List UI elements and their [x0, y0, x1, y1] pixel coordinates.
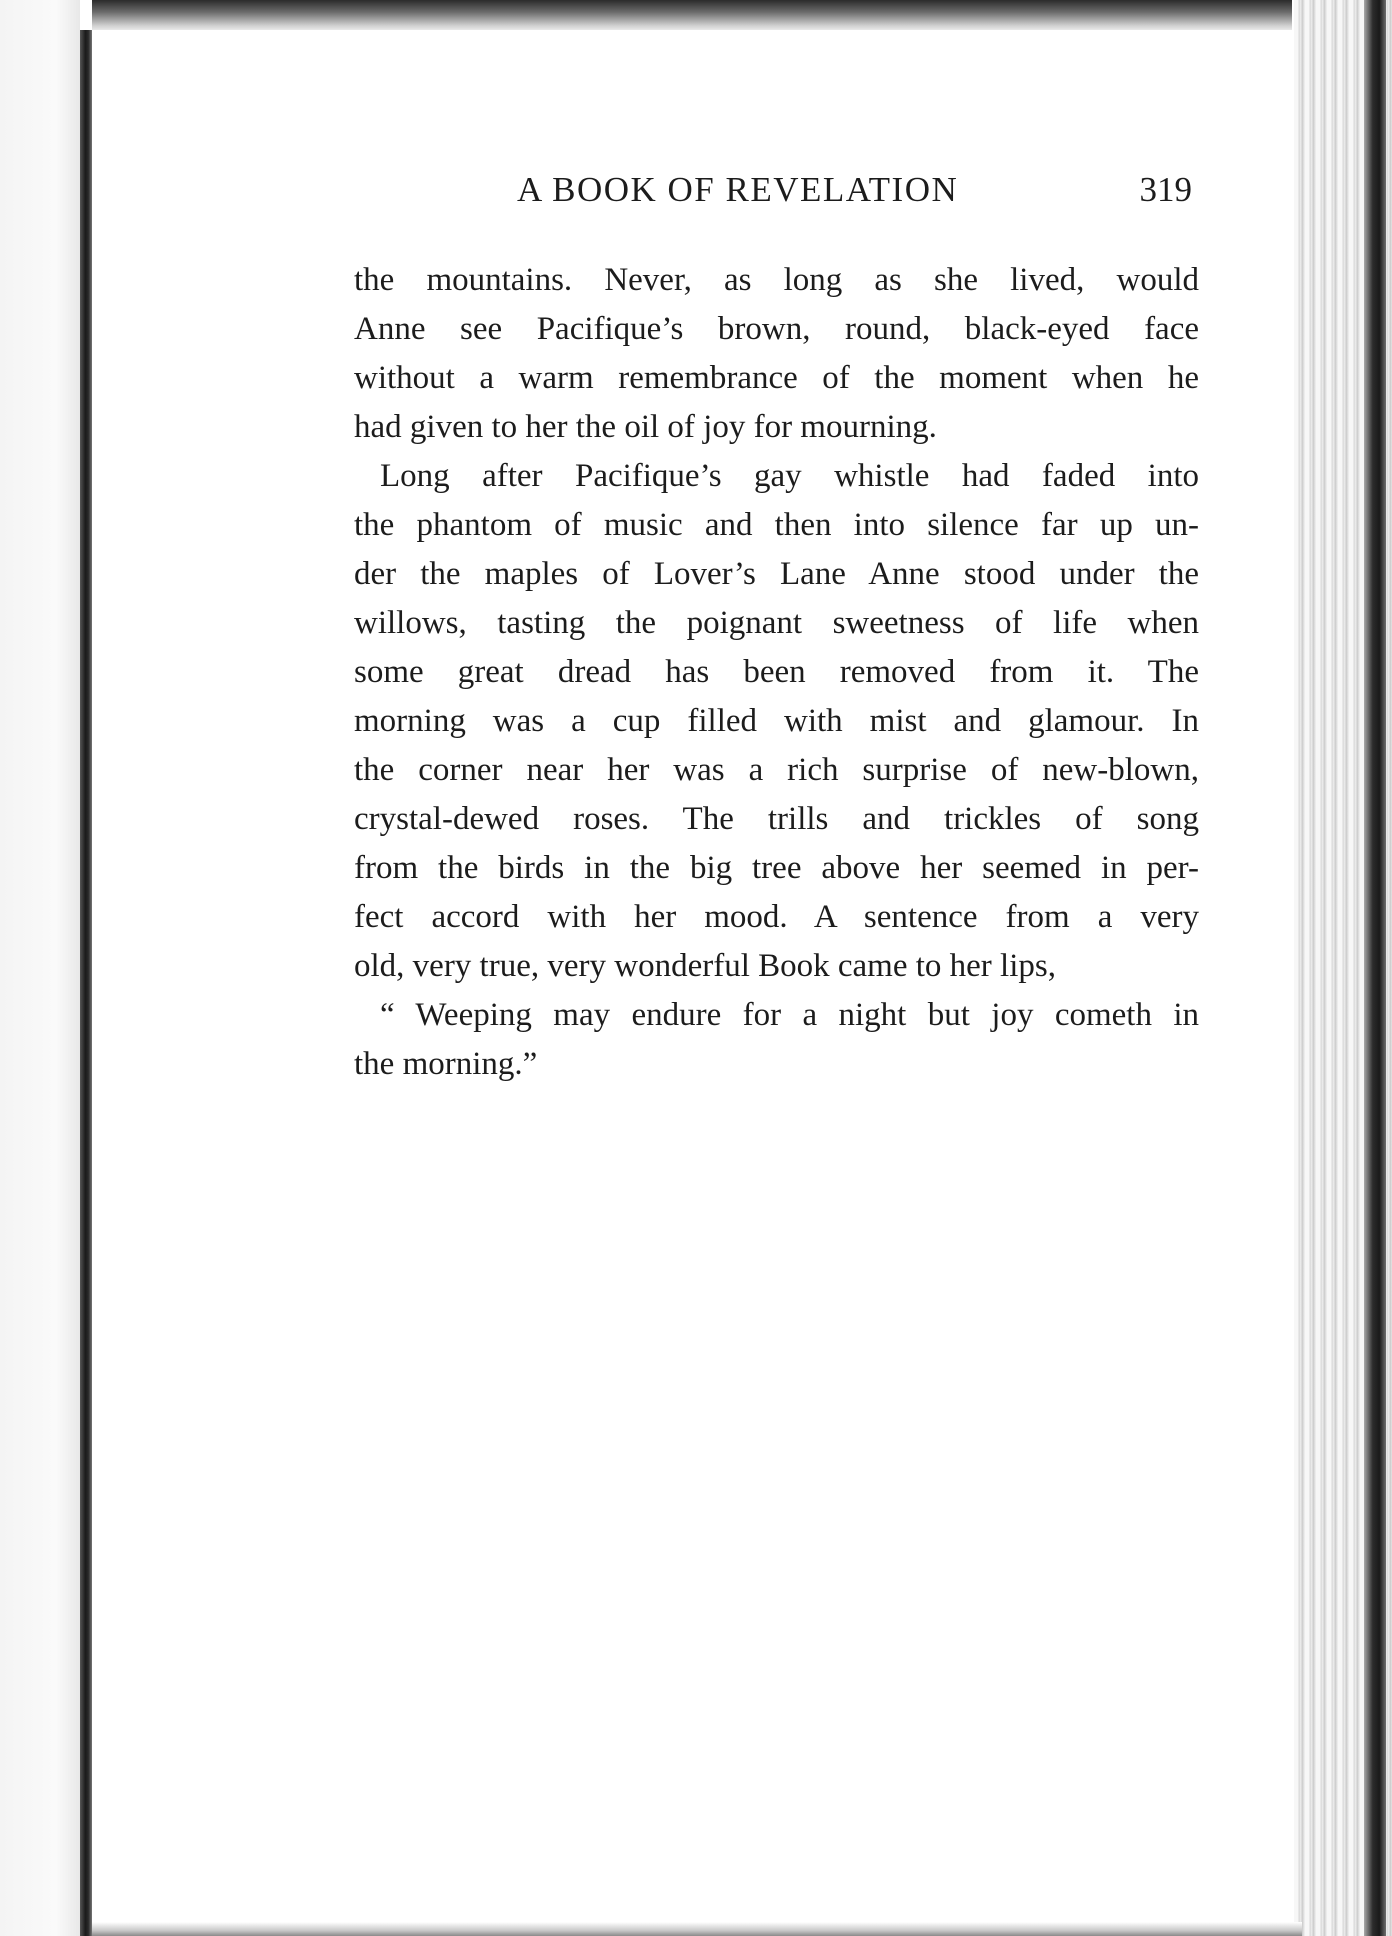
- text-line: the morning.”: [354, 1046, 538, 1082]
- page-top-shadow: [92, 0, 1292, 34]
- running-head: A BOOK OF REVELATION: [517, 170, 959, 209]
- text-line: some great dread has been removed from it. The: [354, 654, 1199, 690]
- book-gutter: [80, 30, 92, 1936]
- facing-page-edge: [0, 0, 80, 1936]
- page-header: [517, 170, 1192, 220]
- text-line: Long after Pacifique’s gay whistle had faded into: [380, 458, 1199, 494]
- body-text: [354, 256, 1199, 1089]
- text-line: the mountains. Never, as long as she lived, would: [354, 262, 1199, 298]
- text-line: willows, tasting the poignant sweetness of life when: [354, 605, 1199, 641]
- text-line: “ Weeping may endure for a night but joy cometh in: [380, 997, 1199, 1033]
- text-line: old, very true, very wonderful Book came to her lips,: [354, 948, 1056, 984]
- book-page: [92, 30, 1294, 1936]
- text-line: der the maples of Lover’s Lane Anne stood under the: [354, 556, 1199, 592]
- text-line: had given to her the oil of joy for mourning.: [354, 409, 937, 445]
- page-number: 319: [1139, 170, 1192, 209]
- text-line: fect accord with her mood. A sentence from a very: [354, 899, 1199, 935]
- text-line: from the birds in the big tree above her seemed in per-: [354, 850, 1199, 886]
- text-line: the phantom of music and then into silence far up un-: [354, 507, 1199, 543]
- text-line: the corner near her was a rich surprise of new-blown,: [354, 752, 1199, 788]
- text-line: morning was a cup filled with mist and glamour. In: [354, 703, 1199, 739]
- text-line: crystal-dewed roses. The trills and trickles of song: [354, 801, 1199, 837]
- page-fore-edge: [1294, 0, 1392, 1936]
- text-line: without a warm remembrance of the moment when he: [354, 360, 1199, 396]
- text-line: Anne see Pacifique’s brown, round, black-eyed face: [354, 311, 1199, 347]
- page-bottom-shadow: [92, 1922, 1302, 1936]
